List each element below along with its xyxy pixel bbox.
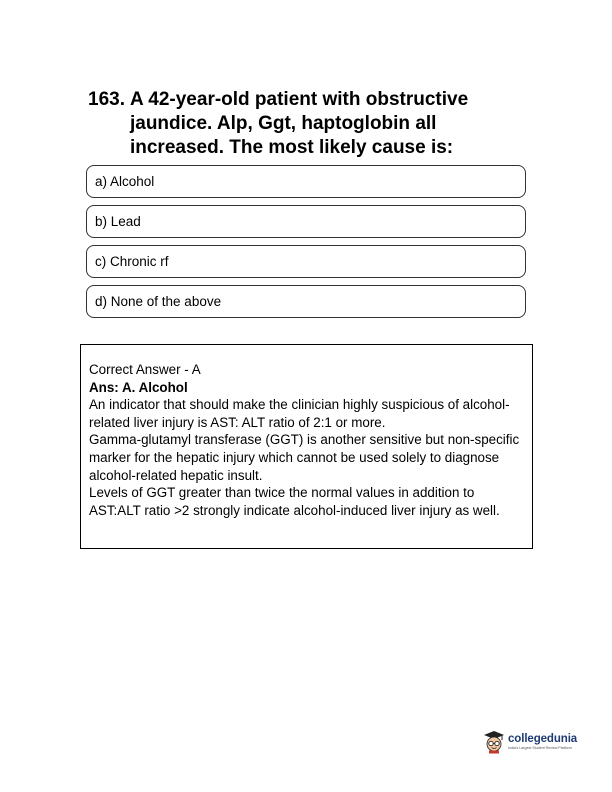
option-c[interactable]: c) Chronic rf: [86, 245, 526, 278]
option-b[interactable]: b) Lead: [86, 205, 526, 238]
explanation-paragraph-3: Levels of GGT greater than twice the normal values in addition to AST:ALT ratio >2 strongly indicate alcohol-induced liver injury as well.: [89, 485, 500, 518]
question-text: A 42-year-old patient with obstructive jaundice. Alp, Ggt, haptoglobin all increased. The most likely cause is:: [129, 89, 469, 158]
explanation-paragraph-1: An indicator that should make the clinician highly suspicious of alcohol-related liver injury is AST: ALT ratio of 2:1 or more.: [89, 397, 510, 430]
option-a[interactable]: a) Alcohol: [86, 165, 526, 198]
options-list: [86, 165, 526, 325]
logo-tagline: India's Largest Student Review Platform: [508, 746, 572, 750]
student-mascot-icon: [483, 730, 505, 754]
answer-explanation-box: [80, 344, 533, 549]
explanation-paragraph-2: Gamma-glutamyl transferase (GGT) is another sensitive but non-specific marker for the hepatic injury which cannot be used solely to diagnose alcohol-related hepatic insult.: [89, 432, 520, 483]
collegedunia-logo: [483, 730, 577, 754]
question-number: 163.: [88, 89, 125, 110]
option-d[interactable]: d) None of the above: [86, 285, 526, 318]
answer-title: Ans: A. Alcohol: [89, 379, 188, 395]
correct-answer-line: Correct Answer - A: [89, 362, 201, 377]
logo-name: collegedunia: [508, 733, 578, 745]
question-heading: [88, 88, 528, 160]
